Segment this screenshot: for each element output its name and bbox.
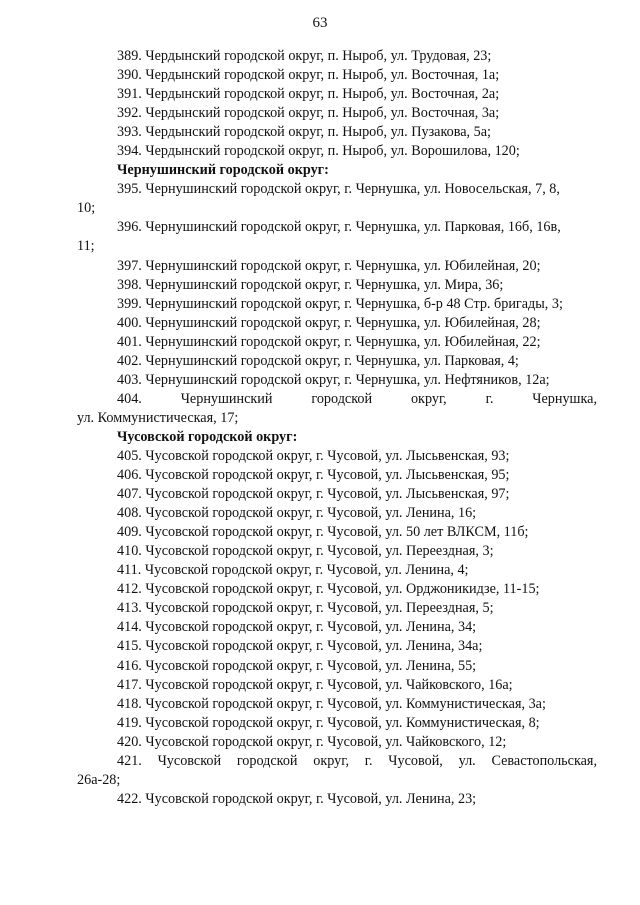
list-item: 405. Чусовской городской округ, г. Чусовой, ул. Лысьвенская, 93; (117, 447, 510, 464)
list-item: 409. Чусовской городской округ, г. Чусовой, ул. 50 лет ВЛКСМ, 11б; (117, 524, 529, 541)
section-heading: Чусовской городской округ: (117, 428, 298, 445)
list-item-continuation: 26а-28; (77, 771, 121, 788)
list-item: 406. Чусовской городской округ, г. Чусовой, ул. Лысьвенская, 95; (117, 467, 510, 484)
list-item: 390. Чердынский городской округ, п. Ныроб, ул. Восточная, 1а; (117, 67, 500, 84)
list-item: 393. Чердынский городской округ, п. Ныроб, ул. Пузакова, 5а; (117, 124, 491, 141)
list-item: 417. Чусовской городской округ, г. Чусовой, ул. Чайковского, 16а; (117, 676, 513, 693)
list-item: 421. Чусовской городской округ, г. Чусовой, ул. Севастопольская, (117, 752, 597, 769)
page-number: 63 (312, 15, 328, 31)
list-item: 408. Чусовской городской округ, г. Чусовой, ул. Ленина, 16; (117, 505, 477, 522)
list-item: 398. Чернушинский городской округ, г. Чернушка, ул. Мира, 36; (117, 276, 504, 293)
section-heading: Чернушинский городской округ: (117, 162, 329, 179)
list-item: 410. Чусовской городской округ, г. Чусовой, ул. Переездная, 3; (117, 543, 494, 560)
address-list (77, 47, 597, 809)
list-item: 401. Чернушинский городской округ, г. Чернушка, ул. Юбилейная, 22; (117, 333, 541, 350)
list-item: 403. Чернушинский городской округ, г. Чернушка, ул. Нефтяников, 12а; (117, 371, 550, 388)
list-item: 419. Чусовской городской округ, г. Чусовой, ул. Коммунистическая, 8; (117, 714, 540, 731)
list-item: 396. Чернушинский городской округ, г. Чернушка, ул. Парковая, 16б, 16в, (117, 219, 561, 236)
list-item-continuation: 10; (77, 200, 96, 217)
list-item: 412. Чусовской городской округ, г. Чусовой, ул. Орджоникидзе, 11-15; (117, 581, 540, 598)
list-item: 402. Чернушинский городской округ, г. Чернушка, ул. Парковая, 4; (117, 352, 519, 369)
list-item: 391. Чердынский городской округ, п. Ныроб, ул. Восточная, 2а; (117, 86, 500, 103)
list-item: 422. Чусовской городской округ, г. Чусовой, ул. Ленина, 23; (117, 790, 477, 807)
list-item: 395. Чернушинский городской округ, г. Чернушка, ул. Новосельская, 7, 8, (117, 181, 560, 198)
list-item: 394. Чердынский городской округ, п. Ныроб, ул. Ворошилова, 120; (117, 143, 520, 160)
list-item: 420. Чусовской городской округ, г. Чусовой, ул. Чайковского, 12; (117, 733, 507, 750)
list-item: 392. Чердынский городской округ, п. Ныроб, ул. Восточная, 3а; (117, 105, 500, 122)
list-item: 414. Чусовской городской округ, г. Чусовой, ул. Ленина, 34; (117, 619, 477, 636)
list-item: 411. Чусовской городской округ, г. Чусовой, ул. Ленина, 4; (117, 562, 469, 579)
list-item-continuation: 11; (77, 238, 95, 255)
list-item: 415. Чусовской городской округ, г. Чусовой, ул. Ленина, 34а; (117, 638, 483, 655)
list-item: 404. Чернушинский городской округ, г. Чернушка, (117, 390, 597, 407)
list-item: 407. Чусовской городской округ, г. Чусовой, ул. Лысьвенская, 97; (117, 486, 510, 503)
list-item: 399. Чернушинский городской округ, г. Чернушка, б-р 48 Стр. бригады, 3; (117, 295, 563, 312)
list-item-continuation: ул. Коммунистическая, 17; (77, 409, 239, 426)
list-item: 413. Чусовской городской округ, г. Чусовой, ул. Переездная, 5; (117, 600, 494, 617)
list-item: 400. Чернушинский городской округ, г. Чернушка, ул. Юбилейная, 28; (117, 314, 541, 331)
list-item: 416. Чусовской городской округ, г. Чусовой, ул. Ленина, 55; (117, 657, 477, 674)
list-item: 418. Чусовской городской округ, г. Чусовой, ул. Коммунистическая, 3а; (117, 695, 546, 712)
list-item: 397. Чернушинский городской округ, г. Чернушка, ул. Юбилейная, 20; (117, 257, 541, 274)
list-item: 389. Чердынский городской округ, п. Ныроб, ул. Трудовая, 23; (117, 48, 492, 64)
